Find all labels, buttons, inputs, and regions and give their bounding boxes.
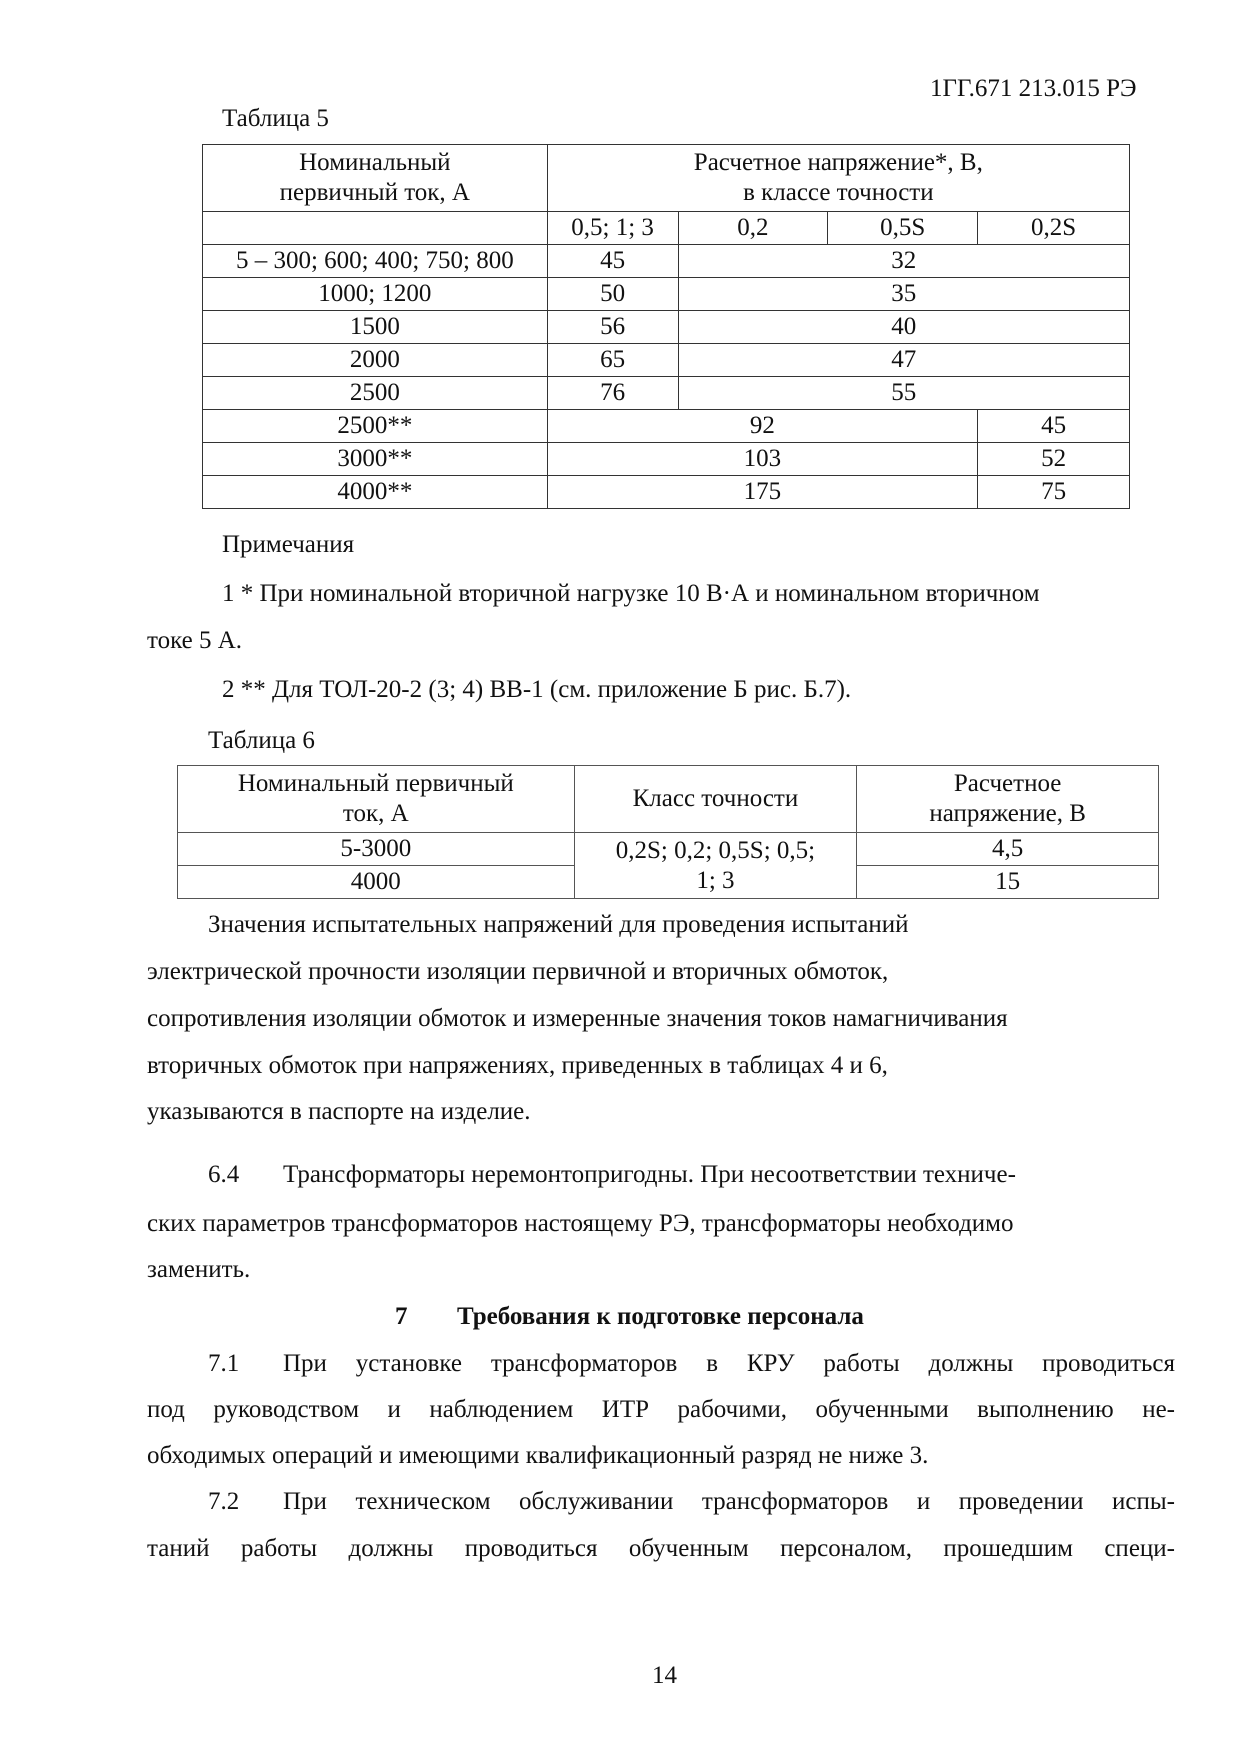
section-7-1-number: 7.1 — [208, 1350, 240, 1377]
table-row — [203, 245, 1130, 278]
table5-empty-cell — [203, 212, 548, 245]
table-row — [203, 377, 1130, 410]
section-7-2-line: таний работы должны проводиться обученным персоналом, прошедшим специ- — [147, 1535, 1175, 1562]
section-7-2-number: 7.2 — [208, 1488, 240, 1515]
table5-value: 52 — [978, 443, 1130, 476]
table-row — [203, 311, 1130, 344]
page-number: 14 — [652, 1662, 677, 1689]
table6-header-class: Класс точности — [574, 766, 857, 833]
table6-header-current: Номинальный первичный ток, А — [178, 766, 575, 833]
table5-current: 2500 — [203, 377, 548, 410]
table5-value: 45 — [978, 410, 1130, 443]
document-code: 1ГГ.671 213.015 РЭ — [930, 75, 1137, 102]
section-6-4-line: ских параметров трансформаторов настоящему РЭ, трансформаторы необходимо — [147, 1210, 1014, 1237]
table5-value: 92 — [547, 410, 977, 443]
section-6-4-line: заменить. — [147, 1256, 251, 1283]
paragraph-line: вторичных обмоток при напряжениях, приведенных в таблицах 4 и 6, — [147, 1052, 888, 1079]
note-1: 1 * При номинальной вторичной нагрузке 10 В·А и номинальном вторичном — [222, 580, 1040, 607]
table5-current: 5 – 300; 600; 400; 750; 800 — [203, 245, 548, 278]
table6 — [177, 765, 1159, 899]
table-row — [203, 410, 1130, 443]
paragraph-line: электрической прочности изоляции первичной и вторичных обмоток, — [147, 958, 889, 985]
table5-value: 50 — [547, 278, 678, 311]
table5-value: 40 — [678, 311, 1129, 344]
section-7-title: Требования к подготовке персонала — [457, 1303, 864, 1330]
table5-current: 4000** — [203, 476, 548, 509]
table5-value: 35 — [678, 278, 1129, 311]
table5 — [202, 144, 1130, 509]
table5-header-voltage: Расчетное напряжение*, В, в классе точности — [547, 145, 1129, 212]
section-7-1-line: При установке трансформаторов в КРУ работы должны проводиться — [283, 1350, 1175, 1377]
section-7-2-line: При техническом обслуживании трансформаторов и проведении испы- — [283, 1488, 1175, 1515]
paragraph-line: указываются в паспорте на изделие. — [147, 1098, 531, 1125]
table5-caption: Таблица 5 — [222, 105, 329, 132]
table5-value: 103 — [547, 443, 977, 476]
table-row — [203, 278, 1130, 311]
table-row — [203, 344, 1130, 377]
section-6-4-line: Трансформаторы неремонтопригодны. При несоответствии техниче- — [283, 1161, 1016, 1188]
table6-class: 0,2S; 0,2; 0,5S; 0,5; 1; 3 — [574, 833, 857, 899]
table5-class: 0,5S — [828, 212, 978, 245]
table5-value: 32 — [678, 245, 1129, 278]
table5-class: 0,2S — [978, 212, 1130, 245]
table5-value: 47 — [678, 344, 1129, 377]
table6-voltage: 4,5 — [857, 833, 1159, 866]
table5-current: 3000** — [203, 443, 548, 476]
table5-value: 55 — [678, 377, 1129, 410]
table5-header-current: Номинальный первичный ток, А — [203, 145, 548, 212]
table5-class: 0,2 — [678, 212, 828, 245]
table-row — [178, 833, 1159, 866]
table5-value: 56 — [547, 311, 678, 344]
table5-current: 2500** — [203, 410, 548, 443]
table6-caption: Таблица 6 — [208, 727, 315, 754]
table6-current: 4000 — [178, 866, 575, 899]
table6-header-voltage: Расчетное напряжение, В — [857, 766, 1159, 833]
note-2: 2 ** Для ТОЛ-20-2 (3; 4) ВВ-1 (см. приложение Б рис. Б.7). — [222, 676, 852, 703]
paragraph-line: Значения испытательных напряжений для проведения испытаний — [208, 911, 909, 938]
section-7-number: 7 — [395, 1303, 408, 1330]
table6-voltage: 15 — [857, 866, 1159, 899]
section-7-1-line: обходимых операций и имеющими квалификационный разряд не ниже 3. — [147, 1442, 929, 1469]
section-6-4-number: 6.4 — [208, 1161, 240, 1188]
table5-class: 0,5; 1; 3 — [547, 212, 678, 245]
paragraph-line: сопротивления изоляции обмоток и измеренные значения токов намагничивания — [147, 1005, 1008, 1032]
table5-current: 1500 — [203, 311, 548, 344]
table-row — [203, 476, 1130, 509]
table5-current: 2000 — [203, 344, 548, 377]
note-1-continuation: токе 5 А. — [147, 627, 243, 654]
table5-value: 175 — [547, 476, 977, 509]
table5-current: 1000; 1200 — [203, 278, 548, 311]
table5-value: 45 — [547, 245, 678, 278]
section-7-1-line: под руководством и наблюдением ИТР рабочими, обученными выполнению не- — [147, 1396, 1175, 1423]
table-row — [203, 443, 1130, 476]
table5-value: 76 — [547, 377, 678, 410]
table5-value: 65 — [547, 344, 678, 377]
notes-title: Примечания — [222, 531, 355, 558]
table6-current: 5-3000 — [178, 833, 575, 866]
table5-value: 75 — [978, 476, 1130, 509]
